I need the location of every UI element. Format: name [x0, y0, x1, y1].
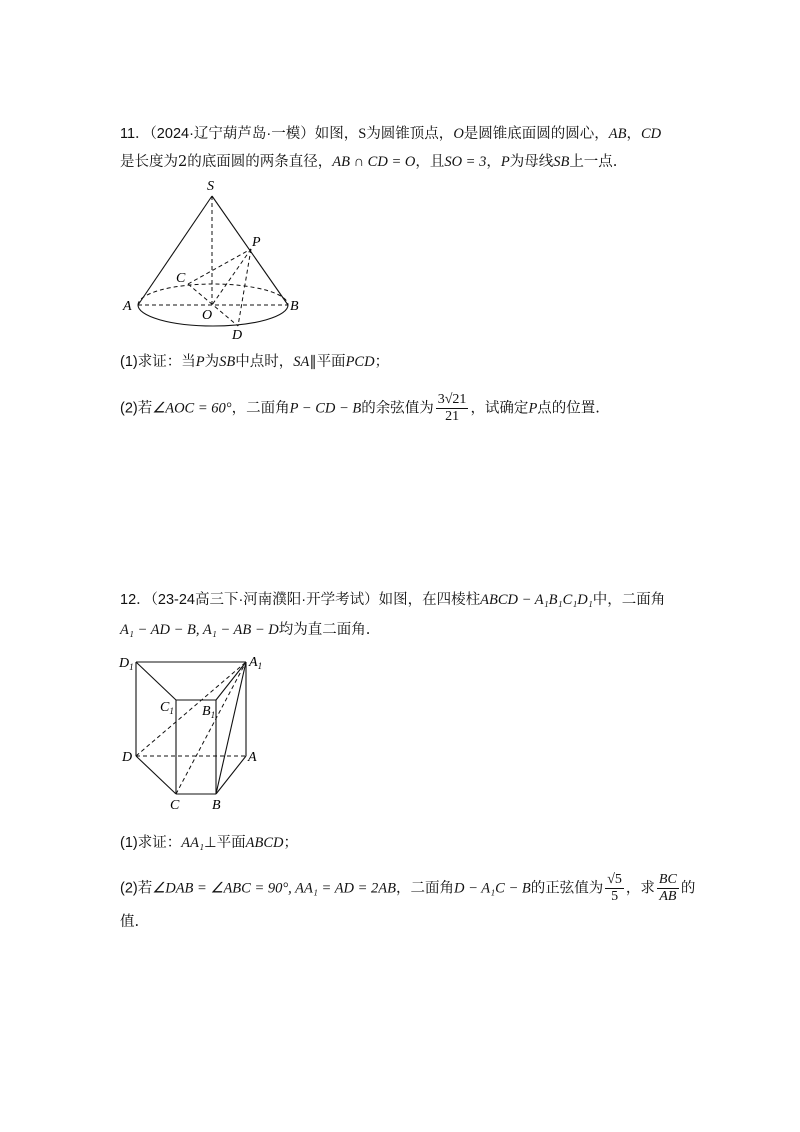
q11-text: 点的位置. — [537, 400, 600, 417]
q11-math-CD: CD — [641, 126, 662, 142]
q12-source: （23-24高三下·河南濮阳·开学考试） — [150, 592, 379, 608]
q12-text: 中，二面角 — [592, 592, 666, 608]
label-C: C — [176, 271, 186, 286]
q12-part1-label: (1) — [120, 835, 138, 851]
q12-math-prism: ABCD − A₁B₁C₁D₁ — [480, 592, 593, 608]
q12-stem-line2 — [120, 620, 370, 640]
q11-fraction-numerator: 3√21 — [437, 392, 467, 407]
q11-cone-figure — [118, 176, 318, 344]
label-B: B — [212, 798, 221, 813]
q11-part2-label: (2) — [120, 400, 138, 417]
q11-math: PCD — [345, 354, 375, 370]
q12-text: 均为直二面角. — [278, 622, 371, 638]
q11-stem-line2 — [120, 152, 617, 172]
label-D: D — [122, 750, 133, 765]
q12-part2-line2 — [120, 912, 139, 932]
q11-text: 平面 — [316, 354, 346, 370]
q12-fraction — [605, 872, 624, 905]
q11-math: P — [528, 400, 538, 417]
q11-text: ，且 — [415, 154, 445, 170]
q11-math-S: S — [358, 126, 367, 142]
q12-text: 若 — [137, 880, 153, 897]
perpendicular-symbol: ⊥ — [204, 835, 217, 851]
q11-text: ； — [374, 354, 390, 370]
label-B1: $B_1$ — [202, 704, 216, 720]
label-D: D — [232, 328, 243, 343]
label-C1: $C_1$ — [160, 700, 174, 716]
q11-part1-label: (1) — [120, 354, 138, 370]
q12-text: ，二面角 — [396, 880, 455, 897]
label-P: P — [252, 235, 261, 250]
q11-source: （2024·辽宁葫芦岛·一模） — [149, 126, 315, 142]
q12-part2 — [120, 872, 695, 905]
q11-text: 求证：当 — [137, 354, 196, 370]
q12-text: 的 — [680, 880, 696, 897]
q12-text: 值. — [120, 914, 140, 930]
q11-text: 为 — [204, 354, 220, 370]
label-A1: $A_1$ — [249, 655, 263, 671]
q12-part1 — [120, 833, 298, 853]
q11-math-SB: SB — [553, 154, 570, 170]
q11-math-angle: ∠AOC = 60° — [152, 400, 232, 417]
q11-part1 — [120, 352, 389, 372]
q12-ratio-numerator: BC — [658, 872, 677, 887]
q11-math-intersection: AB ∩ CD = O — [332, 154, 416, 170]
q11-text: 是长度为2的底面圆的两条直径， — [120, 154, 333, 170]
q11-text: 为母线 — [509, 154, 554, 170]
q12-text: ； — [283, 835, 298, 851]
q11-math: SB — [219, 354, 236, 370]
q12-ratio — [657, 872, 679, 905]
q11-math-AB: AB — [608, 126, 627, 142]
q11-math-O: O — [453, 126, 464, 142]
q11-text: 上一点. — [569, 154, 618, 170]
q11-text: ， — [486, 154, 501, 170]
q12-text: 的正弦值为 — [530, 880, 604, 897]
q12-ratio-denominator: AB — [659, 889, 677, 904]
q12-math: ABCD — [245, 835, 284, 851]
q12-number: 12． — [120, 592, 151, 608]
q12-text: 求证： — [137, 835, 182, 851]
q12-part2-label: (2) — [120, 880, 138, 897]
q11-math: P — [195, 354, 205, 370]
q12-math-conditions: ∠DAB = ∠ABC = 90°, AA₁ = AD = 2AB — [152, 880, 397, 897]
q11-text: 是圆锥底面圆的圆心， — [463, 126, 609, 142]
q12-fraction-numerator: √5 — [607, 872, 622, 887]
q11-fraction — [436, 392, 469, 425]
q12-math: AA₁ — [181, 835, 204, 851]
parallel-symbol: ∥ — [309, 354, 317, 370]
label-B: B — [290, 299, 299, 314]
q12-math-dihedrals: A₁ − AD − B, A₁ − AB − D — [120, 622, 279, 638]
q11-text: 为圆锥顶点， — [366, 126, 454, 142]
q11-text: ，试确定 — [470, 400, 529, 417]
q12-text: 如图，在四棱柱 — [378, 592, 481, 608]
q12-text: ，求 — [625, 880, 655, 897]
q11-math-SO: SO = 3 — [444, 154, 487, 170]
q11-math-dihedral: P − CD − B — [289, 400, 362, 417]
q11-part2 — [120, 392, 600, 425]
q11-text: 若 — [137, 400, 153, 417]
label-A: A — [123, 299, 132, 314]
label-D1: $D_1$ — [119, 656, 134, 672]
q12-fraction-denominator: 5 — [611, 889, 619, 904]
label-A: A — [248, 750, 257, 765]
q11-fraction-denominator: 21 — [445, 409, 460, 424]
q11-text: ，二面角 — [231, 400, 290, 417]
q11-text: 如图， — [314, 126, 359, 142]
q11-text: 的余弦值为 — [361, 400, 434, 417]
q11-text: ， — [626, 126, 642, 142]
q12-text: 平面 — [216, 835, 246, 851]
q12-prism-figure — [116, 648, 272, 814]
q12-math-dihedral: D − A₁C − B — [454, 880, 531, 897]
label-O: O — [202, 308, 213, 323]
q11-text: 中点时， — [235, 354, 294, 370]
label-S: S — [207, 179, 214, 194]
q11-stem-line1 — [120, 124, 661, 144]
label-C: C — [170, 798, 180, 813]
q11-number: 11． — [120, 126, 150, 142]
q11-math: SA — [293, 354, 310, 370]
q12-stem-line1 — [120, 590, 665, 610]
q11-math-P: P — [500, 154, 510, 170]
